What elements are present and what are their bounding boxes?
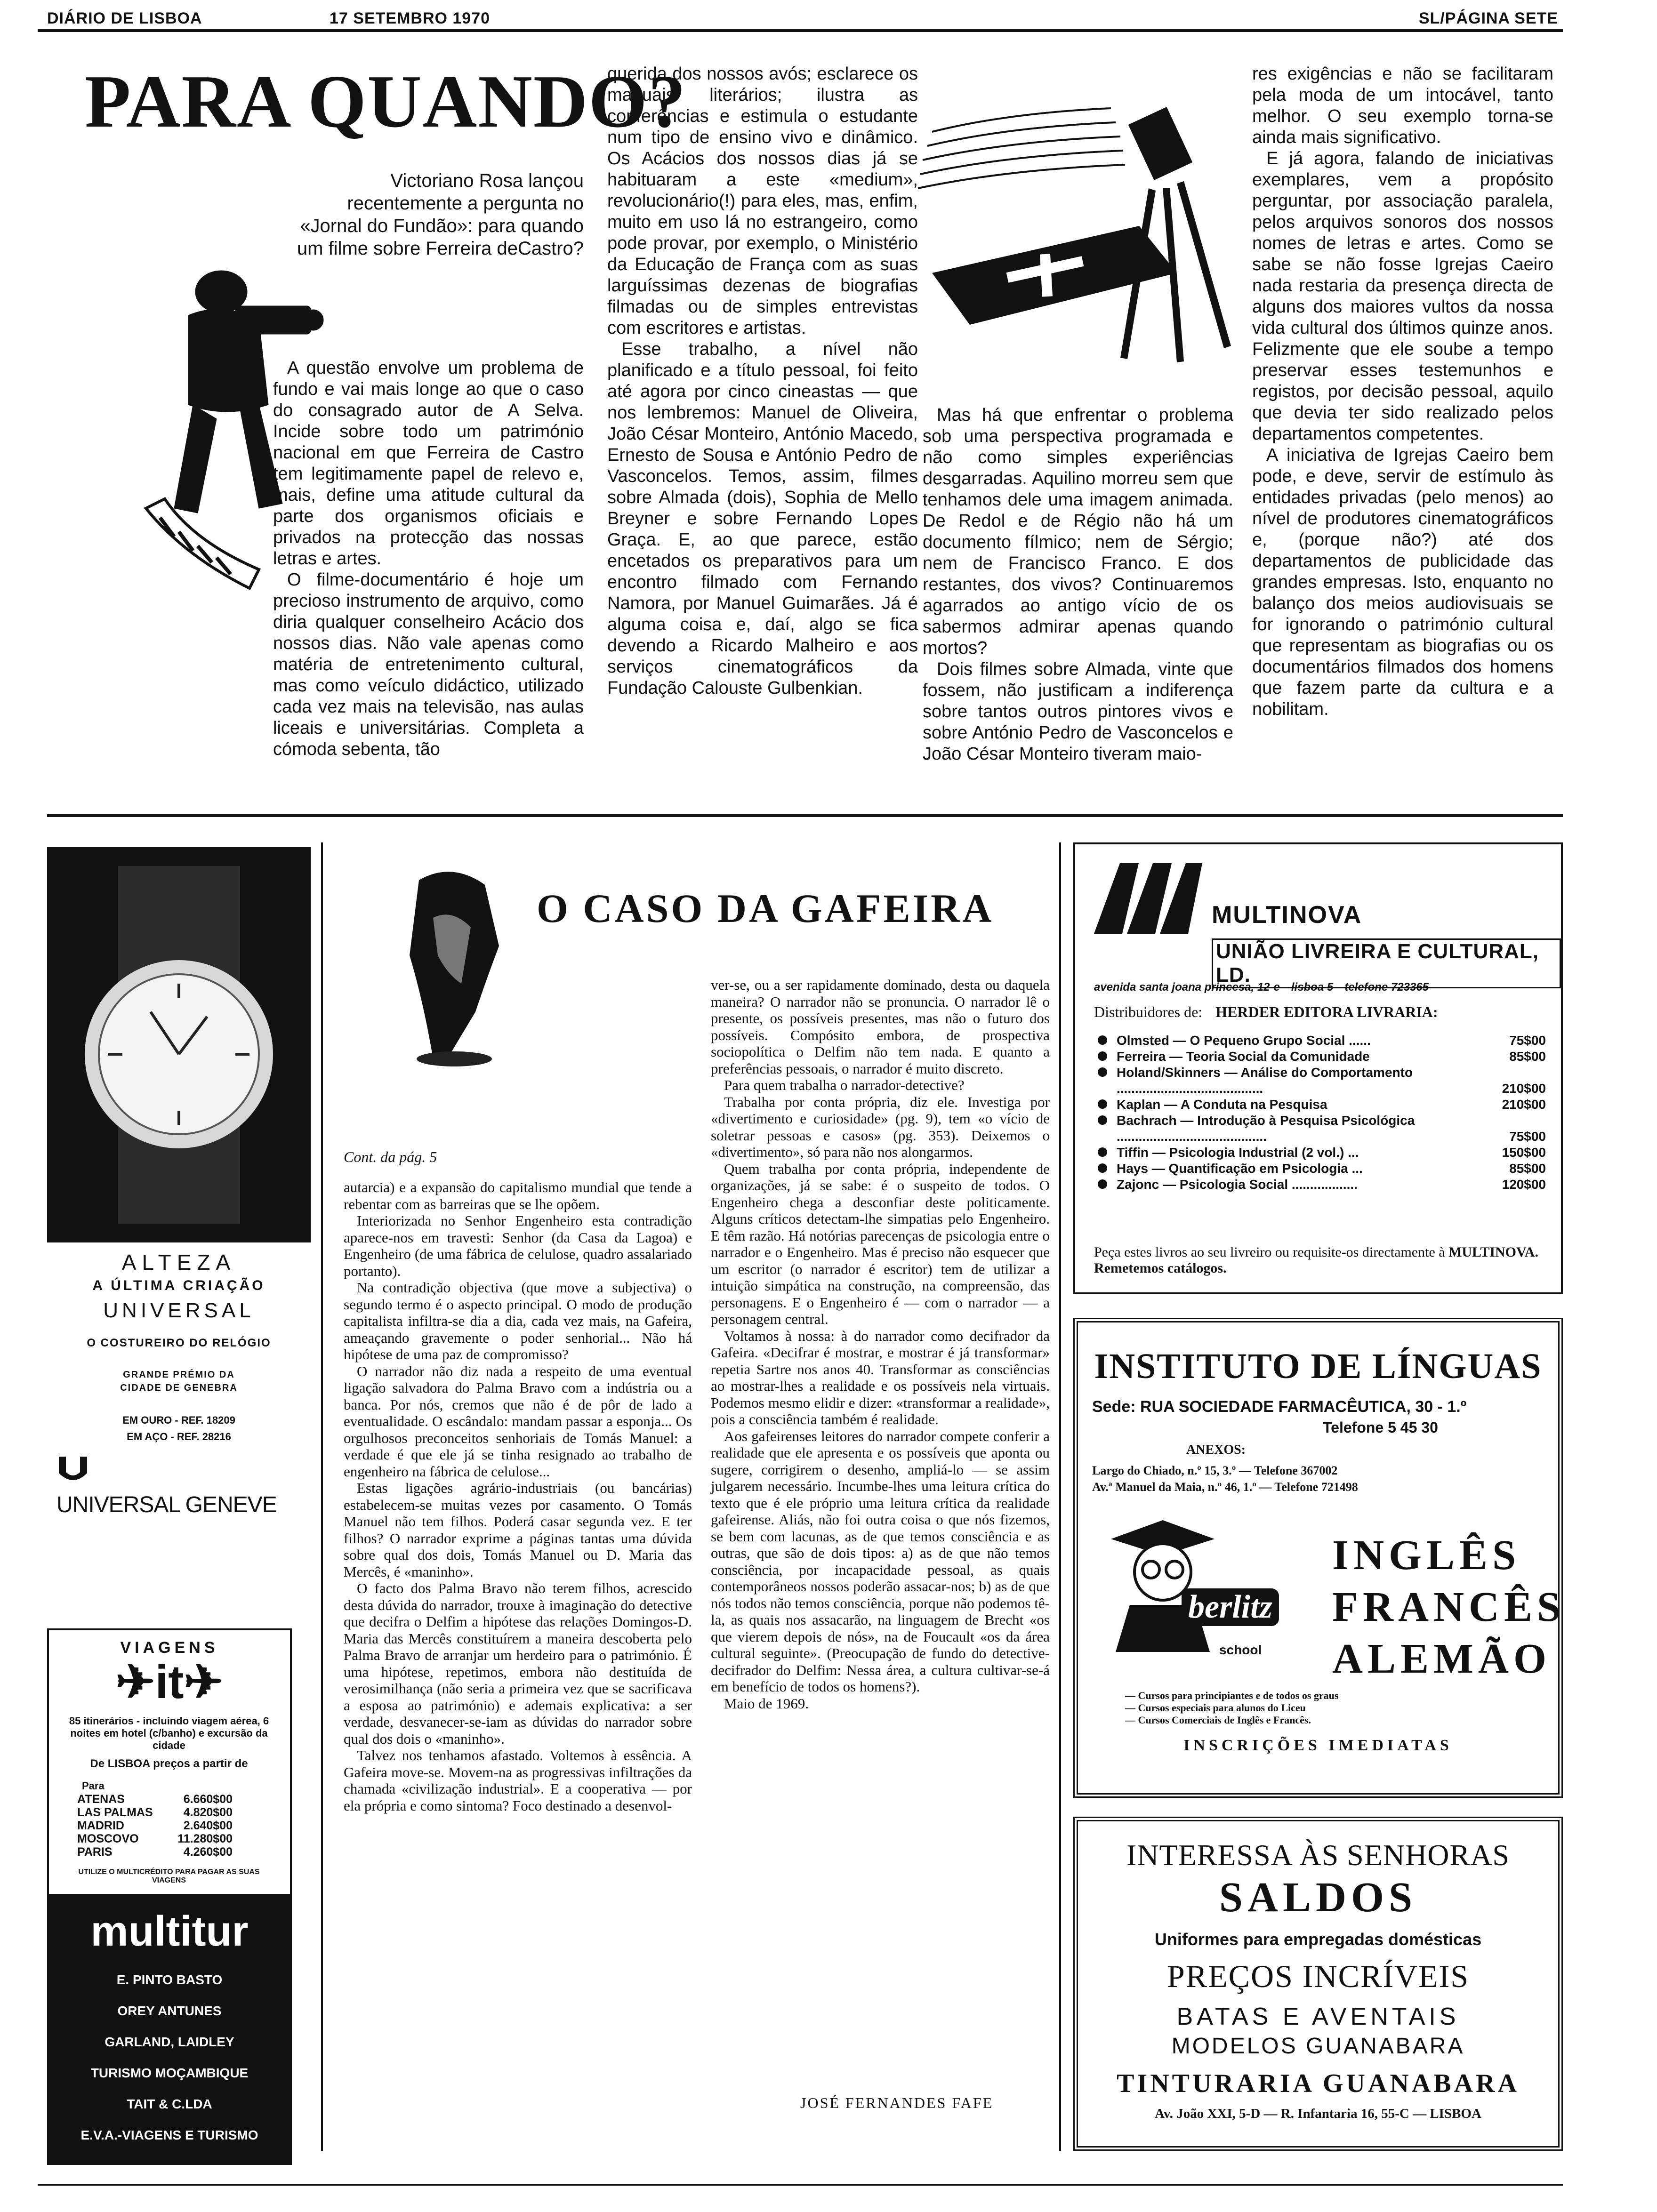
paragraph: O narrador não diz nada a respeito de uma eventual ligação salvadora do Palma Bravo com a indústria ou a banca. Por nós, cremos que não é de pôr de lado a eventualidade. O escândalo: mandam passar a esponja... Os orgulhosos preconceitos senhoriais de Tomás Manuel: a verdade é que ele já se tinha resignado ao trabalho de engenheiro na fábrica de celulose... xyxy=(344,1362,692,1480)
language-item: ALEMÃO xyxy=(1332,1635,1551,1682)
instituto-linguas-ad xyxy=(1073,1318,1566,1798)
it-logo: ✈it✈ xyxy=(115,1656,224,1708)
agent-name: E.V.A.-VIAGENS E TURISMO xyxy=(80,2128,258,2142)
ad-top: VIAGENS xyxy=(120,1639,219,1657)
paragraph: Esse trabalho, a nível não planificado e a título pessoal, foi feito até agora por cinco cineastas — que nos lembremos: Manuel de Oliveira, João César Monteiro, António Macedo, Ernesto de Sousa e António Pedro de Vasconcelos. Temos, assim, filmes sobre Almada (dois), Sophia de Mello Breyner e sobre Fernando Lopes Graça. E, ao que parece, estão encetados os preparativos para um encontro filmado com Fernando Namora, por Manuel Guimarães. Já é alguma coisa e, daí, algo se fica devendo a Ricardo Malheiro e aos serviços cinematográficos da Fundação Calouste Gulbenkian. xyxy=(607,339,918,698)
multinova-ad xyxy=(1073,842,1563,1294)
berlitz-school: school xyxy=(1219,1643,1262,1657)
paragraph: Aos gafeirenses leitores do narrador compete conferir a realidade que ele apresenta e os possíveis que aponta ou sugere, corrigirem o desenho, ampliá-lo — se assim julgarem necessário. Incumbe-lhes uma leitura crítica do texto que é ele próprio uma leitura crítica da realidade gafeirense. Aliás, não foi outra coisa o que nós fizemos, se bem com lacunas, as de que temos consciência e as outras, que são de dois tipos: a) as de que não temos consciência, por incapacidade pessoal, as quais contemporâneos nossos poderão assacar-nos; b) as de que nós todos não temos consciência, porque não podemos tê-la, as quais nos assacarão, na linguagem de Brecht «os que vierem depois de nós», na de Foucault «os da área cultural seguinte». (Preocupação de fundo do detective-decifrador do Delfim: Nessa área, a cultura cultivar-se-á em benefício de todos os homens?). xyxy=(711,1427,1050,1695)
agent-name: OREY ANTUNES xyxy=(117,2004,222,2018)
inscricoes: INSCRIÇÕES IMEDIATAS xyxy=(1183,1737,1453,1754)
language-item: INGLÊS xyxy=(1332,1532,1521,1579)
saldos-line3: Uniformes para empregadas domésticas xyxy=(1154,1930,1482,1949)
berlitz-logo: berlitz xyxy=(1182,1588,1279,1626)
paragraph: Talvez nos tenhamos afastado. Voltemos à essência. A Gafeira move-se. Movem-na as progressivas infiltrações da chamada «civilização industrial». E a cooperativa — por ela própria e como sintoma? Foco destinado a desenvol- xyxy=(344,1747,692,1814)
ad-ref: EM AÇO - REF. 28216 xyxy=(127,1431,231,1443)
bullet-icon xyxy=(1098,1147,1107,1157)
ad-ref: EM OURO - REF. 18209 xyxy=(122,1414,235,1426)
book-item: Tiffin — Psicologia Industrial (2 vol.) ... 150$00 xyxy=(1094,1145,1546,1161)
paragraph: E já agora, falando de iniciativas exemplares, vem a propósito perguntar, por associação paralela, pelos arquivos sonoros dos nossos nomes de letras e artes. Como se sabe se não fosse Igrejas Caeiro nada restaria da presença directa de alguns dos maiores vultos da nossa vida cultural dos últimos quinze anos. Felizmente que ele soube a tempo preservar esses testemunhos e registos, por decisão pessoal, aquilo que devia ter sido realizado pelos departamentos competentes. xyxy=(1252,149,1553,444)
ad-tagline: O COSTUREIRO DO RELÓGIO xyxy=(87,1337,271,1349)
ad-text: UTILIZE O MULTICRÉDITO PARA PAGAR AS SUAS VIAGENS xyxy=(78,1868,260,1884)
price-row: PARIS 4.260$00 xyxy=(77,1845,233,1859)
saldos-line7: TINTURARIA GUANABARA xyxy=(1117,2069,1520,2098)
price-row: LAS PALMAS 4.820$00 xyxy=(77,1806,233,1819)
article1-column-2 xyxy=(607,64,918,699)
bullet-icon xyxy=(1098,1035,1107,1045)
paragraph: Dois filmes sobre Almada, vinte que fossem, não justificam a indiferença sobre tantos outros pintores vivos e sobre António Pedro de Vasconcelos e João César Monteiro tiveram maio- xyxy=(923,659,1233,764)
paragraph: Para quem trabalha o narrador-detective? xyxy=(724,1077,965,1093)
plane-icon: ✈ xyxy=(184,1656,224,1708)
bullet-icon xyxy=(1098,1179,1107,1189)
ad-tagline: UNIVERSAL xyxy=(103,1299,255,1322)
universal-logo-icon xyxy=(56,1454,89,1487)
agent-name: GARLAND, LAIDLEY xyxy=(105,2035,234,2049)
multinova-logo-icon xyxy=(1094,863,1202,934)
multinova-footer: Peça estes livros ao seu livreiro ou requisite-os directamente à MULTINOVA. Remetemos catálogos. xyxy=(1094,1244,1538,1276)
article1-column-4 xyxy=(1252,64,1553,720)
column-rule xyxy=(321,842,323,2151)
bullet-icon xyxy=(1098,1115,1107,1125)
book-item: Zajonc — Psicologia Social .................. 120$00 xyxy=(1094,1177,1546,1193)
multitur-panel xyxy=(49,1894,290,2163)
bullet-icon xyxy=(1098,1051,1107,1061)
article1-column-3 xyxy=(923,405,1233,765)
instituto-title: INSTITUTO DE LÍNGUAS xyxy=(1094,1346,1542,1386)
watch-photo xyxy=(47,847,311,1242)
ad-text: Para xyxy=(82,1780,105,1792)
multinova-address: avenida santa joana princesa, 12-e—lisboa 5—telefone 723365 xyxy=(1094,981,1429,994)
universal-geneve-ad xyxy=(47,847,311,1539)
article-intro: Victoriano Rosa lançou recentemente a pergunta no «Jornal do Fundão»: para quando um filme sobre Ferreira deCastro? xyxy=(297,170,584,259)
column-rule xyxy=(1059,842,1061,2151)
paragraph: A iniciativa de Igrejas Caeiro bem pode, e deve, servir de estímulo às entidades privadas (pelo menos) ao nível de produtores cinematográficos e, (porque não?) até dos departamentos de publicidade das grandes empresas. Isto, enquanto no balanço dos meios audiovisuais se for ignorando o património cultural que representam as biografias ou os documentários filmados dos homens que fazem parte da cultura e a nobilitam. xyxy=(1252,445,1553,719)
paragraph: querida dos nossos avós; esclarece os manuais literários; ilustra as conferências e estimula o estudante num tipo de ensino vivo e dinâmico. Os Acácios dos nossos dias já se habituaram a este «medium», revolucionário(!) para eles, mas, enfim, muito em uso lá no estrangeiro, como pode provar, por exemplo, o Ministério da Educação de França com as suas larguíssimas dezenas de biografias filmadas ou de simples entrevistas com escritores e artistas. xyxy=(607,64,918,338)
paragraph: O facto dos Palma Bravo não terem filhos, acrescido desta dúvida do narrador, trouxe à imaginação do detective que decifra o Delfim a hipótese das relações Domingos-D. Maria das Mercês constituírem a maneira descoberta pelo Palma Bravo de arranjar um herdeiro para o património. É uma hipótese, repetimos, embora não destituída de verosimilhança (não seria a primeira vez que se sacrificava a esposa ao património) e ademais explicativa: a ser verdade, desvanecer-se-iam as dúvidas do narrador sobre qual dos dois o «maninho». xyxy=(344,1580,692,1747)
saldos-line1: INTERESSA ÀS SENHORAS xyxy=(1126,1838,1510,1872)
issue-date: 17 SETEMBRO 1970 xyxy=(330,9,491,27)
book-item: Bachrach — Introdução à Pesquisa Psicológica ......................................... 75$00 xyxy=(1094,1113,1546,1145)
paragraph: Trabalha por conta própria, diz ele. Investiga por «divertimento e curiosidade» (pg. 9), tem «o vício de soletrar pessoas e casos» (pg. 353). Deixemos o «divertimento», só para não nos alongarmos. xyxy=(711,1093,1050,1160)
bullet-icon xyxy=(1098,1163,1107,1173)
newspaper-name: DIÁRIO DE LISBOA xyxy=(47,9,202,27)
page-number: SL/PÁGINA SETE xyxy=(1418,9,1558,27)
price-table xyxy=(77,1793,233,1859)
paragraph: ver-se, ou a ser rapidamente dominado, desta ou daquela maneira? O narrador não se pronuncia. O narrador lê o presente, os possíveis presentes, mas não o futuro dos possíveis. Compósito embora, de prospectiva sociopolítica o Delfim não tem nada. E quanto a preferências pessoais, o narrador é muito discreto. xyxy=(711,977,1050,1077)
multinova-brand: MULTINOVA xyxy=(1212,901,1362,929)
book-item: Hays — Quantificação em Psicologia ... 85$00 xyxy=(1094,1161,1546,1177)
agent-list xyxy=(49,1964,290,2151)
book-list xyxy=(1094,1033,1546,1193)
paragraph: Quem trabalha por conta própria, independente de organizações, já se sabe: é o suspeito de todos. O Engenheiro chega a desconfiar deste politicamente. Alguns críticos detectam-lhe simpatias pelo Engenheiro. E têm razão. Há notórias parecenças de psicologia entre o narrador e o Engenheiro. Mas é preciso não esquecer que um escritor (o narrador é escritor) tem de utilizar a intuição simpática na construção, na compreensão, das personagens. E o Engenheiro é — com o narrador — a personagem central. xyxy=(711,1160,1050,1327)
sculpture-illustration xyxy=(391,861,513,1068)
instituto-phone: Telefone 5 45 30 xyxy=(1323,1419,1438,1436)
book-item: Holand/Skinners — Análise do Comportamento ........................................ 210$00 xyxy=(1094,1065,1546,1097)
price-row: ATENAS 6.660$00 xyxy=(77,1793,233,1806)
ad-tagline: A ÚLTIMA CRIAÇÃO xyxy=(92,1278,265,1293)
section-rule xyxy=(47,814,1563,817)
book-item: Ferreira — Teoria Social da Comunidade 85$00 xyxy=(1094,1049,1546,1065)
saldos-line2: SALDOS xyxy=(1219,1874,1417,1921)
coffin-camera-illustration xyxy=(913,75,1233,386)
paragraph: Voltamos à nossa: à do narrador como decifrador da Gafeira. «Decifrar é mostrar, e mostrar é já transformar» repetia Sartre nos anos 40. Transformar as consciências ao mostrar-lhes a realidade e os possíveis nela virtuais. Podemos mesmo elidir e dizer: «transformar a realidade», pois a consciência também é realidade. xyxy=(711,1327,1050,1427)
article-title: PARA QUANDO? xyxy=(85,59,687,143)
book-item: Kaplan — A Conduta na Pesquisa 210$00 xyxy=(1094,1097,1546,1113)
saldos-line6: MODELOS GUANABARA xyxy=(1171,2034,1465,2059)
paragraph: Estas ligações agrário-industriais (ou bancárias) estabelecem-se muitas vezes por casamento. O Tomás Manuel não tem filhos. Poderá casar segunda vez. E ter filhos? O narrador exprime a páginas tantas uma dúvida sobre qual dos dois, Tomás Manuel ou D. Maria das Mercês, é «maninho». xyxy=(344,1480,692,1580)
saldos-ad xyxy=(1073,1817,1563,2151)
ad-text: 85 itinerários - incluindo viagem aérea, 6 noites em hotel (c/banho) e excursão da cidade xyxy=(69,1715,269,1751)
price-row: MADRID 2.640$00 xyxy=(77,1819,233,1832)
article2-title: O CASO DA GAFEIRA xyxy=(537,886,994,931)
price-row: MOSCOVO 11.280$00 xyxy=(77,1832,233,1845)
multinova-sub: UNIÃO LIVREIRA E CULTURAL, LD. xyxy=(1212,938,1561,988)
distributor-label: Distribuidores de: HERDER EDITORA LIVRARIA: xyxy=(1094,1003,1438,1020)
cursos-list: — Cursos para principiantes e de todos os graus — Cursos especiais para alunos do Liceu — Cursos Comerciais de Inglês e Francês. xyxy=(1125,1690,1339,1726)
agent-name: TURISMO MOÇAMBIQUE xyxy=(90,2066,249,2080)
ad-prize: CIDADE DE GENEBRA xyxy=(120,1383,238,1393)
header-rule xyxy=(38,29,1563,32)
ad-brand-line: ALTEZA xyxy=(121,1250,236,1274)
plane-icon: ✈ xyxy=(115,1656,155,1708)
ad-prize: GRANDE PRÉMIO DA xyxy=(123,1370,235,1380)
continuation-note: Cont. da pág. 5 xyxy=(344,1148,437,1165)
article1-column-1 xyxy=(273,358,584,760)
ad-text: De LISBOA preços a partir de xyxy=(90,1757,248,1770)
agent-name: E. PINTO BASTO xyxy=(116,1972,223,1987)
saldos-line8: Av. João XXI, 5-D — R. Infantaria 16, 55-C — LISBOA xyxy=(1155,2106,1481,2121)
instituto-sede: Sede: RUA SOCIEDADE FARMACÊUTICA, 30 - 1.º xyxy=(1092,1398,1467,1416)
language-list xyxy=(1332,1530,1565,1685)
bullet-icon xyxy=(1098,1067,1107,1077)
instituto-anexo: Largo do Chiado, n.º 15, 3.º — Telefone 367002 xyxy=(1092,1464,1338,1477)
paragraph: res exigências e não se facilitaram pela moda de um intocável, tanto melhor. O seu exemplo torna-se ainda mais significativo. xyxy=(1252,64,1553,147)
article2-column-1 xyxy=(344,1179,692,1814)
language-item: FRANCÊS xyxy=(1332,1584,1566,1630)
footer-rule xyxy=(38,2184,1563,2186)
paragraph: A questão envolve um problema de fundo e vai mais longe ao que o caso do consagrado autor de A Selva. Incide sobre todo um património nacional em que Ferreira de Castro tem legitimamente papel de relevo e, mais, define uma atitude cultural da parte dos organismos oficiais e privados na protecção das nossas letras e artes. xyxy=(273,358,584,569)
paragraph: autarcia) e a expansão do capitalismo mundial que tende a rebentar com as barreiras que se lhe opõem. xyxy=(344,1179,692,1212)
article2-author: JOSÉ FERNANDES FAFE xyxy=(800,2094,994,2111)
agent-name: TAIT & C.LDA xyxy=(127,2097,212,2111)
ad-logo-text: UNIVERSAL GENEVE xyxy=(56,1492,277,1517)
paragraph: Interiorizada no Senhor Engenheiro esta contradição aparece-nos em travesti: Senhor (da Casa da Lagoa) e Engenheiro (de uma fábrica de celulose, quadro assalariado portanto). xyxy=(344,1212,692,1279)
multitur-ad xyxy=(47,1628,292,2165)
paragraph: Mas há que enfrentar o problema sob uma perspectiva programada e não como simples experiências desgarradas. Aquilino morreu sem que tenhamos dele uma imagem animada. De Redol e de Régio não há um documento fílmico; nem de Sérgio; nem de Francisco Franco. E dos restantes, dos vivos? Continuaremos agarrados ao antigo vício de os sabermos admirar apenas quando mortos? xyxy=(923,405,1233,658)
instituto-anexo: Av.ª Manuel da Maia, n.º 46, 1.º — Telefone 721498 xyxy=(1092,1480,1358,1494)
saldos-line5: BATAS E AVENTAIS xyxy=(1176,2003,1460,2030)
paragraph: O filme-documentário é hoje um precioso instrumento de arquivo, como diria qualquer conselheiro Acácio dos nossos dias. Não vale apenas como matéria de entretenimento cultural, mas como veículo didáctico, utilizado cada vez mais na televisão, nas aulas liceais e universitárias. Completa a cómoda sebenta, tão xyxy=(273,570,584,759)
paragraph: Maio de 1969. xyxy=(724,1695,809,1712)
multitur-logo: multitur xyxy=(90,1908,249,1955)
bullet-icon xyxy=(1098,1099,1107,1109)
paragraph: Na contradição objectiva (que move a subjectiva) o segundo termo é o aspecto principal. O modo de produção capitalista infiltra-se dia a dia, cada vez mais, na Gafeira, ameaçando gravemente o poder senhorial... Não há hipótese de uma paz de compromisso? xyxy=(344,1279,692,1362)
graduate-illustration xyxy=(1102,1511,1219,1652)
book-item: Olmsted — O Pequeno Grupo Social ...... 75$00 xyxy=(1094,1033,1546,1049)
article2-column-2 xyxy=(711,977,1050,1712)
instituto-anexos: ANEXOS: xyxy=(1186,1443,1246,1457)
saldos-line4: PREÇOS INCRÍVEIS xyxy=(1166,1958,1470,1994)
